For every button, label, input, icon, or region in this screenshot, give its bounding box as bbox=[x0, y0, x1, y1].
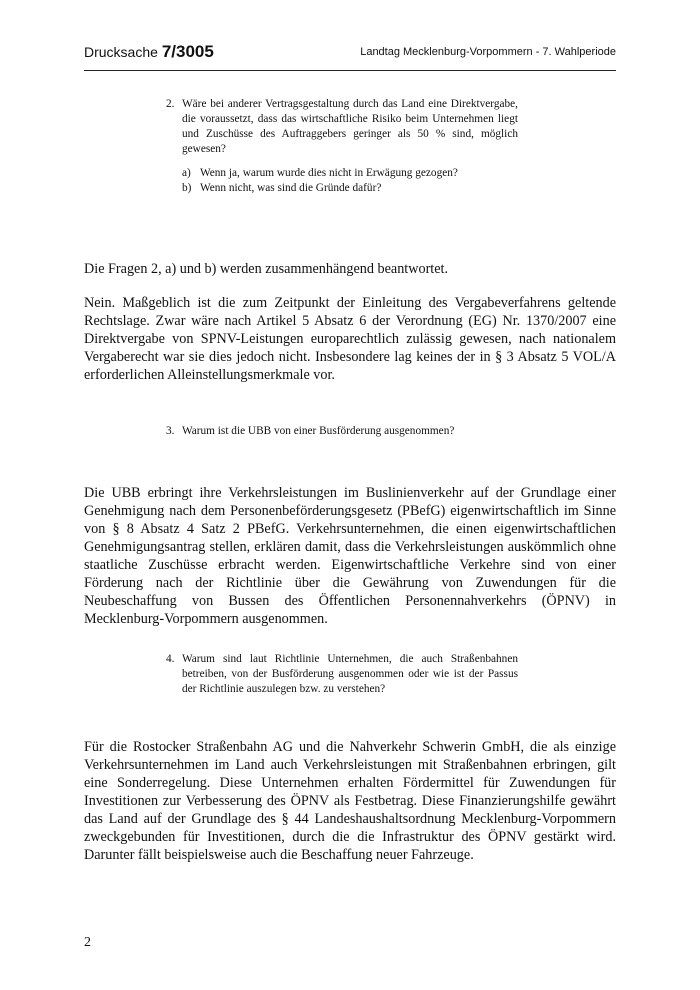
question-number: 2. bbox=[166, 98, 175, 110]
question-2-subitem-a bbox=[182, 166, 458, 181]
question-number: 4. bbox=[166, 653, 175, 665]
answer-2: Nein. Maßgeblich ist die zum Zeitpunkt der Einleitung des Vergabeverfahrens geltende Rechtslage. Zwar wäre nach Artikel 5 Absatz 6 der Verordnung (EG) Nr. 1370/2007 eine Direktvergabe von SPNV-Leistungen europarechtlich zulässig gewesen, nach nationalem Vergaberecht war sie dies jedoch nicht. Insbesondere lag keines der in § 3 Absatz 5 VOL/A erforderlichen Alleinstellungsmerkmale vor. bbox=[84, 295, 616, 383]
subitem-marker: b) bbox=[182, 182, 192, 194]
question-2 bbox=[166, 97, 518, 157]
subitem-text: Wenn ja, warum wurde dies nicht in Erwägung gezogen? bbox=[200, 167, 458, 179]
answer-4: Für die Rostocker Straßenbahn AG und die Nahverkehr Schwerin GmbH, die als einzige Verkehrsunternehmen im Land auch Verkehrsleistungen mit Straßenbahnen erbringen, gilt eine Sonderregelung. Diese Unternehmen erhalten Fördermittel für Zuwendungen für Investitionen zur Verbesserung des ÖPNV als Festbetrag. Diese Finanzierungshilfe gewährt das Land auf der Grundlage des § 44 Landeshaushaltsordnung Mecklenburg-Vorpommern zweckgebunden für Investitionen, durch die die Infrastruktur des ÖPNV gestärkt wird. Darunter fällt beispielsweise auch die Beschaffung neuer Fahrzeuge. bbox=[84, 739, 616, 863]
question-text: Warum ist die UBB von einer Busförderung ausgenommen? bbox=[182, 425, 455, 437]
question-number: 3. bbox=[166, 425, 175, 437]
question-4 bbox=[166, 652, 518, 697]
document-number: 7/3005 bbox=[161, 42, 214, 61]
parliament-label: Landtag Mecklenburg-Vorpommern - 7. Wahlperiode bbox=[360, 46, 616, 58]
subitem-text: Wenn nicht, was sind die Gründe dafür? bbox=[200, 182, 382, 194]
page-number: 2 bbox=[84, 935, 91, 950]
header-rule bbox=[84, 70, 616, 71]
answer-3: Die UBB erbringt ihre Verkehrsleistungen im Buslinienverkehr auf der Grundlage einer Genehmigung nach dem Personenbeförderungsgesetz (PBefG) eigenwirtschaftlich im Sinne von § 8 Absatz 4 Satz 2 PBefG. Verkehrsunternehmen, die einen eigenwirtschaftlichen Genehmigungsantrag stellen, erklären damit, dass die Verkehrsleistungen auskömmlich ohne staatliche Zuschüsse erbracht werden. Eigenwirtschaftliche Verkehre sind von einer Förderung nach der Richtlinie über die Gewährung von Zuwendungen für die Neubeschaffung von Bussen des Öffentlichen Personennahverkehrs (ÖPNV) in Mecklenburg-Vorpommern ausgenommen. bbox=[84, 485, 616, 627]
answer-2-intro: Die Fragen 2, a) und b) werden zusammenhängend beantwortet. bbox=[84, 261, 449, 277]
page-header bbox=[84, 40, 616, 64]
document-id bbox=[84, 42, 214, 62]
subitem-marker: a) bbox=[182, 167, 191, 179]
document-label: Drucksache bbox=[84, 44, 158, 60]
question-3 bbox=[166, 424, 518, 439]
question-text: Wäre bei anderer Vertragsgestaltung durch das Land eine Direktvergabe, die voraussetzt, dass das wirtschaftliche Risiko beim Unternehmen liegt und Zuschüsse des Auftraggebers geringer als 50 % sind, möglich gewesen? bbox=[182, 98, 518, 155]
question-2-subitem-b bbox=[182, 181, 381, 196]
question-text: Warum sind laut Richtlinie Unternehmen, die auch Straßenbahnen betreiben, von der Busförderung ausgenommen oder wie ist der Passus der Richtlinie auszulegen bzw. zu verstehen? bbox=[182, 653, 518, 695]
